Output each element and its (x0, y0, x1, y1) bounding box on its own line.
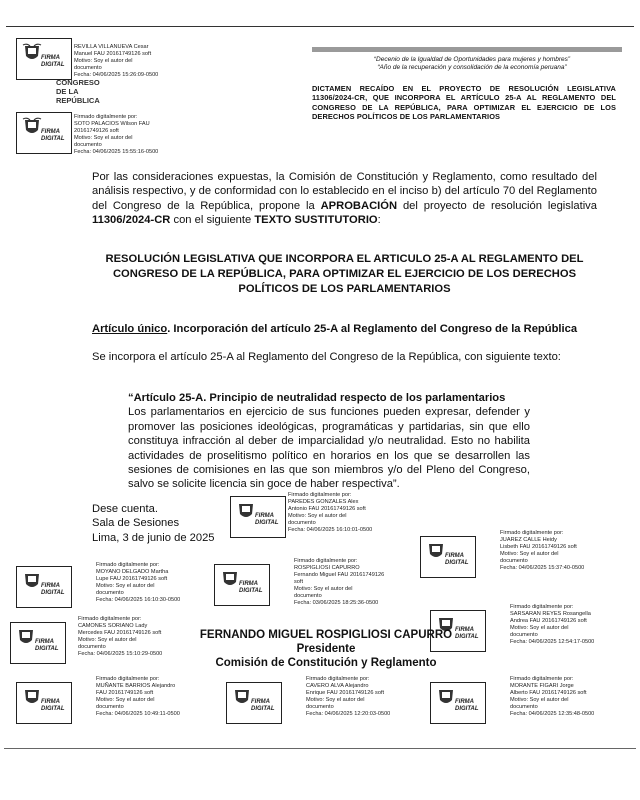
signer-line: Fecha: 04/06/2025 16:10:01-0500 (288, 527, 373, 533)
signer-line: SOTO PALACIOS Wilson FAU (74, 121, 150, 127)
signer-line: Fecha: 04/06/2025 12:35:48-0500 (510, 711, 595, 717)
signer-line: Enrique FAU 20161749126 soft (306, 690, 385, 696)
article-heading-text: . Incorporación del artículo 25-A al Reglamento del Congreso de la República (167, 323, 578, 335)
top-border (6, 26, 634, 27)
signature-info (74, 44, 158, 79)
signer-line: Fecha: 04/06/2025 12:54:17-0500 (510, 639, 595, 645)
signer-line: documento (96, 704, 124, 710)
coat-of-arms-icon (21, 570, 43, 592)
signature-info (294, 558, 384, 607)
digital-signature-seal (226, 682, 282, 724)
president-name: FERNANDO MIGUEL ROSPIGLIOSI CAPURRO (199, 629, 453, 641)
seal-word: FIRMA DIGITAL (251, 699, 275, 712)
signer-line: Fecha: 04/06/2025 15:10:29-0500 (78, 651, 163, 657)
signer-line: FAU 20161749126 soft (96, 690, 154, 696)
signer-line: Firmado digitalmente por: (294, 558, 358, 564)
signature-info (510, 676, 594, 718)
signer-line: PAREDES GONZALES Alex (288, 499, 359, 505)
signer-line: Fecha: 04/06/2025 15:37:40-0500 (500, 565, 585, 571)
signature-info (510, 604, 594, 646)
signer-line: soft (294, 579, 304, 585)
congress-label (56, 78, 100, 105)
signer-line: Firmado digitalmente por: (96, 562, 160, 568)
signer-line: documento (74, 65, 102, 71)
signer-line: ROSPIGLIOSI CAPURRO (294, 565, 360, 571)
seal-word: FIRMA DIGITAL (455, 699, 479, 712)
signer-line: Fecha: 04/06/2025 15:26:09-0500 (74, 72, 159, 78)
signer-line: CAVERO ALVA Alejandro (306, 683, 369, 689)
signer-line: Fecha: 03/06/2025 18:25:36-0500 (294, 600, 379, 606)
signer-line: Mercedes FAU 20161749126 soft (78, 630, 162, 636)
digital-signature-seal (16, 682, 72, 724)
signer-line: Firmado digitalmente por: (288, 492, 352, 498)
coat-of-arms-icon (21, 686, 43, 708)
signer-line: documento (74, 142, 102, 148)
para-text: con el siguiente (170, 214, 255, 227)
signature-info (306, 676, 390, 718)
resolution-title: RESOLUCIÓN LEGISLATIVA QUE INCORPORA EL ARTICULO 25-A AL REGLAMENTO DEL CONGRESO DE LA REPÚBLICA, PARA OPTIMIZAR EL EJERCICIO DE LOS DERECHOS POLÍTICOS DE LOS PARLAMENTARIOS (105, 253, 584, 295)
signer-line: SARSARAN REYES Rosangella (510, 611, 591, 617)
header-bar (312, 47, 622, 52)
digital-signature-seal (16, 38, 72, 80)
signer-line: documento (78, 644, 106, 650)
signer-line: Firmado digitalmente por: (96, 676, 160, 682)
seal-word: FIRMA DIGITAL (41, 129, 65, 142)
seal-word: FIRMA DIGITAL (239, 581, 263, 594)
seal-word: FIRMA DIGITAL (455, 627, 479, 640)
coat-of-arms-icon (435, 686, 457, 708)
signer-line: Antonio FAU 20161749126 soft (288, 506, 366, 512)
signer-line: Firmado digitalmente por: (74, 114, 138, 120)
seal-word: FIRMA DIGITAL (41, 55, 65, 68)
signer-line: Motivo: Soy el autor del (96, 583, 155, 589)
president-role: Presidente (296, 643, 356, 655)
closing-line: Sala de Sesiones (92, 517, 180, 530)
signer-line: Motivo: Soy el autor del (306, 697, 365, 703)
para-text: Por las consideraciones expuestas, la Comisión de Constitución y Reglamento, como resultado del análisis respectivo, y de conformidad con lo establecido en el inciso b) del artículo 70 del Reglamento del Congreso de la República, propone la (92, 171, 597, 212)
coat-of-arms-icon (231, 686, 253, 708)
signature-info (96, 562, 180, 604)
coat-of-arms-icon (425, 540, 447, 562)
coat-of-arms-icon (219, 568, 241, 590)
signer-line: Motivo: Soy el autor del (294, 586, 353, 592)
para-bold: 11306/2024-CR (92, 214, 171, 227)
seal-word: FIRMA DIGITAL (445, 553, 469, 566)
signer-line: MORANTE FIGARI Jorge (510, 683, 574, 689)
signer-line: Fernando Miguel FAU 20161749126 (294, 572, 385, 578)
signer-line: Lisbeth FAU 20161749126 soft (500, 544, 577, 550)
signer-line: CAMONES SORIANO Lady (78, 623, 148, 629)
signer-line: Alberto FAU 20161749126 soft (510, 690, 587, 696)
signer-line: JUAREZ CALLE Heidy (500, 537, 557, 543)
congress-label-line: CONGRESO DE LA (56, 78, 100, 96)
signature-info (78, 616, 162, 658)
signer-line: Firmado digitalmente por: (500, 530, 564, 536)
article-intro: Se incorpora el artículo 25-A al Reglamento del Congreso de la República, con siguiente texto: (92, 351, 561, 363)
closing-line: Dese cuenta. (92, 503, 158, 515)
digital-signature-seal (430, 682, 486, 724)
dictamen-title: DICTAMEN RECAÍDO EN EL PROYECTO DE RESOLUCIÓN LEGISLATIVA 11306/2024-CR, QUE INCORPORA EL ARTÍCULO 25-A AL REGLAMENTO DEL CONGRESO DE LA REPÚBLICA, PARA OPTIMIZAR EL EJERCICIO DE LOS DERECHOS POLÍTICOS DE LOS PARLAMENTARIOS (312, 84, 616, 121)
signer-line: documento (306, 704, 334, 710)
signer-line: Firmado digitalmente por: (306, 676, 370, 682)
signature-info (288, 492, 372, 534)
coat-of-arms-icon (21, 42, 43, 64)
president-block (176, 628, 476, 670)
signer-line: MOYANO DELGADO Martha (96, 569, 169, 575)
signer-line: Fecha: 04/06/2025 16:10:30-0500 (96, 597, 181, 603)
seal-word: FIRMA DIGITAL (41, 699, 65, 712)
signer-line: Motivo: Soy el autor del (288, 513, 347, 519)
signer-line: Firmado digitalmente por: (510, 676, 574, 682)
signature-info (500, 530, 584, 572)
signer-line: Motivo: Soy el autor del (78, 637, 137, 643)
congress-label-line: REPÚBLICA (56, 96, 100, 105)
signer-line: documento (510, 632, 538, 638)
bottom-border (4, 748, 636, 749)
signer-line: Motivo: Soy el autor del (500, 551, 559, 557)
signer-line: Firmado digitalmente por: (78, 616, 142, 622)
signer-line: Motivo: Soy el autor del (74, 58, 133, 64)
year-line: “Año de la recuperación y consolidación de la economía peruana” (377, 64, 567, 71)
signer-line: documento (500, 558, 528, 564)
signer-line: 20161749126 soft (74, 128, 119, 134)
article-heading (92, 322, 597, 336)
considerations-paragraph (92, 170, 597, 228)
signer-line: documento (96, 590, 124, 596)
seal-word: FIRMA DIGITAL (255, 513, 279, 526)
digital-signature-seal (16, 566, 72, 608)
signature-info (74, 114, 158, 156)
para-bold: APROBACIÓN (320, 199, 398, 212)
signer-line: Andrea FAU 20161749126 soft (510, 618, 587, 624)
para-text: del proyecto de resolución legislativa (397, 199, 597, 212)
digital-signature-seal (420, 536, 476, 578)
signer-line: Manuel FAU 20161749126 soft (74, 51, 152, 57)
para-text: : (377, 214, 381, 227)
para-bold: TEXTO SUSTITUTORIO (254, 214, 378, 227)
coat-of-arms-icon (235, 500, 257, 522)
seal-word: FIRMA DIGITAL (35, 639, 59, 652)
signer-line: documento (294, 593, 322, 599)
signer-line: Motivo: Soy el autor del (510, 697, 569, 703)
signer-line: MUÑANTE BARRIOS Alejandro (96, 683, 176, 689)
signer-line: documento (288, 520, 316, 526)
signer-line: documento (510, 704, 538, 710)
signer-line: Fecha: 04/06/2025 12:20:03-0500 (306, 711, 391, 717)
article-quote (128, 391, 530, 492)
signer-line: Motivo: Soy el autor del (510, 625, 569, 631)
signer-line: Motivo: Soy el autor del (74, 135, 133, 141)
quote-body: Los parlamentarios en ejercicio de sus funciones pueden expresar, defender y promover las posiciones ideológicas, programáticas y partidarias, sin que ello constituya infracción al deber de imparcialidad y/o neutralidad. Esto no habilita actividades de proselitismo político en horarios en los que se desarrollen las sesiones de comisiones en las que son miembros y/o del Pleno del Congreso, salvo se solicite licencia sin goce de haber respectiva”. (128, 406, 530, 491)
digital-signature-seal (214, 564, 270, 606)
signer-line: Fecha: 04/06/2025 10:49:11-0500 (96, 711, 180, 717)
article-heading-label: Artículo único (92, 323, 168, 335)
signer-line: Fecha: 04/06/2025 15:55:16-0500 (74, 149, 159, 155)
signer-line: REVILLA VILLANUEVA Cesar (74, 44, 149, 50)
signer-line: Lupe FAU 20161749126 soft (96, 576, 168, 582)
seal-word: FIRMA DIGITAL (41, 583, 65, 596)
closing-date: Lima, 3 de junio de 2025 (92, 531, 215, 544)
decenio-line: “Decenio de la Igualdad de Oportunidades para mujeres y hombres” (373, 56, 571, 63)
digital-signature-seal (16, 112, 72, 154)
signer-line: Firmado digitalmente por: (510, 604, 574, 610)
quote-heading: “Artículo 25-A. Principio de neutralidad respecto de los parlamentarios (128, 392, 506, 404)
signature-info (96, 676, 180, 718)
commission-name: Comisión de Constitución y Reglamento (215, 657, 437, 669)
coat-of-arms-icon (15, 626, 37, 648)
decenio-text (312, 56, 632, 72)
signer-line: Motivo: Soy el autor del (96, 697, 155, 703)
digital-signature-seal (10, 622, 66, 664)
coat-of-arms-icon (21, 116, 43, 138)
closing-block (92, 502, 215, 545)
digital-signature-seal (230, 496, 286, 538)
